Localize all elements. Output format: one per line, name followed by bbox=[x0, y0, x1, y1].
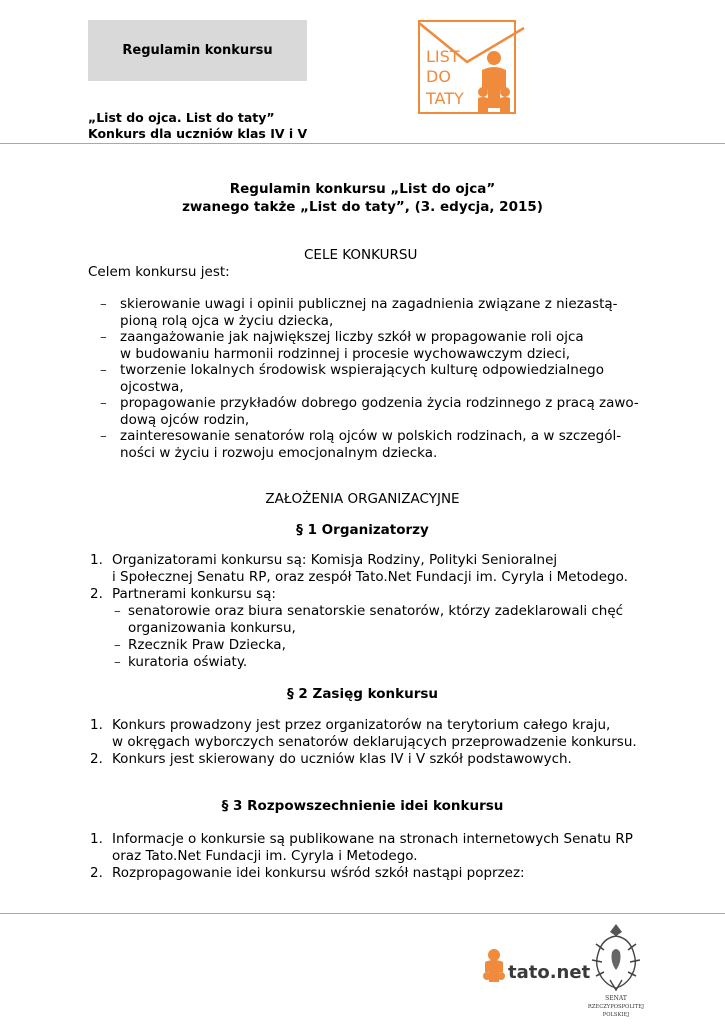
list-number: 2. bbox=[90, 751, 103, 767]
doc-title-line2: zwanego także „List do taty”, (3. edycja, 2015) bbox=[182, 199, 543, 215]
s1-sub3: kuratoria oświaty. bbox=[128, 654, 248, 670]
s3-item1-line1: Informacje o konkursie są publikowane na stronach internetowych Senatu RP bbox=[112, 831, 633, 847]
doc-title-line1: Regulamin konkursu „List do ojca” bbox=[229, 181, 496, 197]
goals-intro: Celem konkursu jest: bbox=[88, 264, 230, 280]
bullet-dash: – bbox=[114, 603, 121, 619]
goals-bullet-line: w budowaniu harmonii rodzinnej i procesie wychowawczym dzieci, bbox=[120, 346, 571, 362]
list-do-taty-logo bbox=[418, 20, 526, 118]
goals-heading: CELE KONKURSU bbox=[304, 247, 418, 263]
s2-item2: Konkurs jest skierowany do uczniów klas IV i V szkół podstawowych. bbox=[112, 751, 572, 767]
tato-net-label: tato.net bbox=[508, 962, 591, 983]
goals-bullet-line: tworzenie lokalnych środowisk wspierających kulturę odpowiedzialnego bbox=[120, 362, 604, 378]
logo-text-list: LIST bbox=[426, 47, 460, 66]
s1-item1-line1: Organizatorami konkursu są: Komisja Rodziny, Polityki Senioralnej bbox=[112, 552, 558, 568]
s2-item1-line2: w okręgach wyborczych senatorów deklarujących przeprowadzenie konkursu. bbox=[112, 734, 637, 750]
bullet-dash: – bbox=[114, 654, 121, 670]
s1-sub1-line1: senatorowie oraz biura senatorskie senatorów, którzy zadeklarowali chęć bbox=[128, 603, 624, 619]
header-subtitle-line1: „List do ojca. List do taty” bbox=[88, 110, 275, 125]
section1-title: § 1 Organizatorzy bbox=[296, 522, 429, 538]
section2-title: § 2 Zasięg konkursu bbox=[286, 686, 439, 702]
section3-title: § 3 Rozpowszechnienie idei konkursu bbox=[221, 798, 504, 814]
goals-bullet-line: skierowanie uwagi i opinii publicznej na zagadnienia związane z niezastą- bbox=[120, 296, 618, 312]
org-heading: ZAŁOŻENIA ORGANIZACYJNE bbox=[265, 491, 460, 507]
senat-rp-logo bbox=[586, 922, 646, 1024]
header-subtitle-line2: Konkurs dla uczniów klas IV i V bbox=[88, 126, 308, 141]
s1-item1-line2: i Społecznej Senatu RP, oraz zespół Tato.Net Fundacji im. Cyryla i Metodego. bbox=[112, 569, 628, 585]
senat-line2: RZECZYPOSPOLITEJ bbox=[587, 1004, 645, 1010]
list-number: 1. bbox=[90, 717, 103, 733]
s1-item2: Partnerami konkursu są: bbox=[112, 586, 276, 602]
senat-line1: SENAT bbox=[605, 995, 627, 1002]
goals-bullet-line: dową ojców rodzin, bbox=[120, 412, 250, 428]
goals-bullet-line: zainteresowanie senatorów rolą ojców w polskich rodzinach, a w szczegól- bbox=[120, 428, 622, 444]
bullet-dash: – bbox=[100, 296, 107, 312]
list-number: 1. bbox=[90, 831, 103, 847]
tato-net-logo bbox=[481, 946, 591, 990]
goals-bullet-line: zaangażowanie jak największej liczby szkół w propagowanie roli ojca bbox=[120, 329, 584, 345]
bullet-dash: – bbox=[114, 637, 121, 653]
goals-bullet-line: pioną rolą ojca w życiu dziecka, bbox=[120, 313, 334, 329]
list-number: 2. bbox=[90, 586, 103, 602]
senat-line3: POLSKIEJ bbox=[602, 1012, 630, 1018]
bullet-dash: – bbox=[100, 395, 107, 411]
logo-text-taty: TATY bbox=[426, 89, 464, 108]
goals-bullet-line: ności w życiu i rozwoju emocjonalnym dziecka. bbox=[120, 445, 438, 461]
bullet-dash: – bbox=[100, 428, 107, 444]
list-number: 1. bbox=[90, 552, 103, 568]
bullet-dash: – bbox=[100, 362, 107, 378]
header-rule bbox=[0, 143, 725, 144]
header-box bbox=[88, 20, 307, 81]
header-subtitle bbox=[88, 110, 307, 142]
bullet-dash: – bbox=[100, 329, 107, 345]
logo-text-do: DO bbox=[426, 67, 451, 86]
s3-item2: Rozpropagowanie idei konkursu wśród szkół nastąpi poprzez: bbox=[112, 865, 525, 881]
s2-item1-line1: Konkurs prowadzony jest przez organizatorów na terytorium całego kraju, bbox=[112, 717, 611, 733]
s1-sub2: Rzecznik Praw Dziecka, bbox=[128, 637, 286, 653]
s1-sub1-line2: organizowania konkursu, bbox=[128, 620, 296, 636]
goals-bullet-line: ojcostwa, bbox=[120, 379, 184, 395]
s3-item1-line2: oraz Tato.Net Fundacji im. Cyryla i Metodego. bbox=[112, 848, 418, 864]
header-box-label: Regulamin konkursu bbox=[122, 43, 273, 58]
list-number: 2. bbox=[90, 865, 103, 881]
footer-rule bbox=[0, 913, 725, 914]
goals-bullet-line: propagowanie przykładów dobrego godzenia życia rodzinnego z pracą zawo- bbox=[120, 395, 639, 411]
